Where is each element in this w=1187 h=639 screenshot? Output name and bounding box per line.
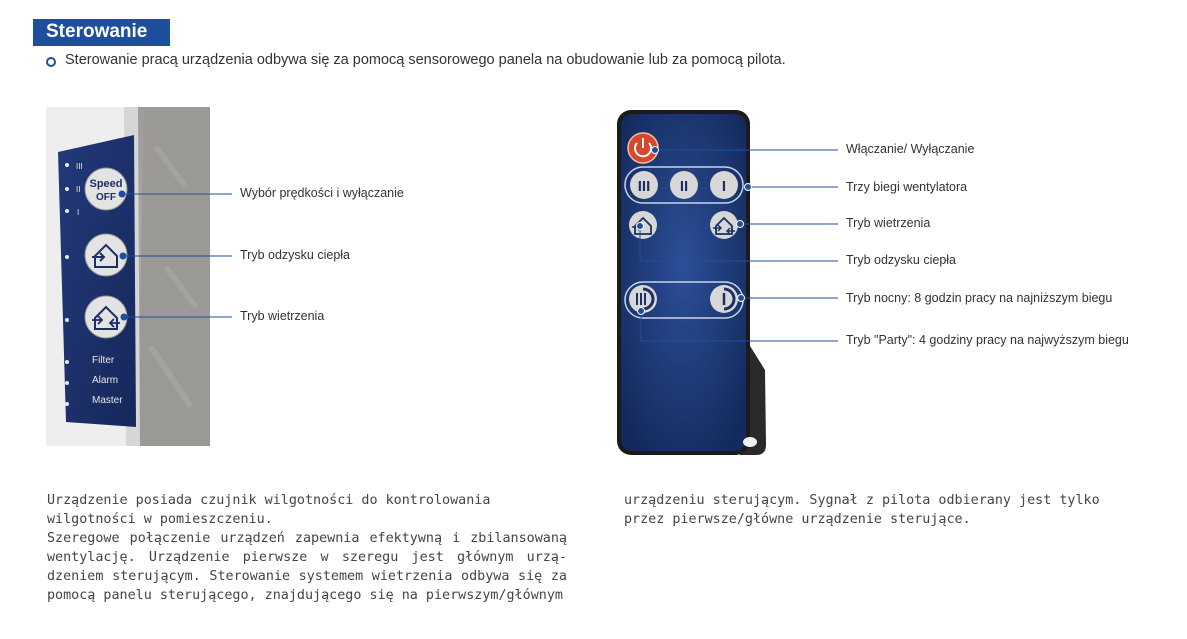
control-panel-photo [46, 107, 210, 446]
callout-night-mode: Tryb nocny: 8 godzin pracy na najniższym biegu [846, 291, 1113, 305]
speed-1-label: I [721, 178, 727, 195]
alarm-status-label: Alarm [92, 375, 119, 386]
body-paragraph-1: Urządzenie posiada czujnik wilgotności do kontrolowania wilgotności w pomieszczeniu. [47, 493, 491, 527]
speed-label: Speed [89, 178, 123, 190]
remote-ventilation-button[interactable] [710, 211, 738, 239]
body-text-right [624, 491, 1144, 529]
section-title: Sterowanie [46, 21, 148, 42]
callout-party-mode: Tryb "Party": 4 godziny pracy na najwyższym biegu [846, 333, 1129, 347]
intro-line [48, 52, 786, 68]
master-status-label: Master [92, 395, 123, 406]
bullet-icon [46, 57, 56, 67]
remote-speed-2-button[interactable] [670, 171, 698, 199]
speed-mark-1: I [77, 208, 80, 217]
remote-heat-recovery-button[interactable] [629, 211, 657, 239]
intro-text: Sterowanie pracą urządzenia odbywa się za pomocą sensorowego panela na obudowanie lub za pomocą pilota. [65, 52, 786, 68]
remote-party-mode-button[interactable] [629, 285, 657, 313]
speed-3-label: III [637, 178, 651, 195]
speed-mark-3: III [76, 162, 83, 171]
callout-heat-recovery-panel: Tryb odzysku ciepła [240, 248, 350, 262]
remote-speed-1-button[interactable] [710, 171, 738, 199]
callout-speed-off: Wybór prędkości i wyłączanie [240, 186, 404, 200]
speed-2-label: II [679, 178, 689, 195]
callout-ventilation-panel: Tryb wietrzenia [240, 309, 325, 323]
remote-control-image [600, 100, 780, 465]
body-paragraph-2: Szeregowe połączenie urządzeń zapewnia efektywną i zbilansowaną wentylację. Urządzenie pierwsze w szeregu jest głównym urzą-dzeniem sterującym. Sterowanie systemem wietrzenia odbywa się za pomocą panelu sterującego, znajdującego się na pierwszym/głównym [47, 531, 567, 603]
remote-power-button[interactable] [628, 133, 658, 163]
filter-status-label: Filter [92, 355, 115, 366]
off-label: OFF [96, 192, 116, 203]
ventilation-button[interactable] [85, 296, 127, 338]
callout-three-speeds: Trzy biegi wentylatora [846, 180, 968, 194]
body-paragraph-3: urządzeniu sterującym. Sygnał z pilota odbierany jest tylko przez pierwsze/główne urządzenie sterujące. [624, 493, 1100, 527]
section-title-badge [33, 19, 170, 46]
speed-off-button[interactable] [85, 168, 127, 210]
speed-mark-2: II [76, 185, 81, 194]
callout-heat-recovery-remote: Tryb odzysku ciepła [846, 253, 956, 267]
remote-night-mode-button[interactable] [710, 285, 738, 313]
remote-speed-3-button[interactable] [630, 171, 658, 199]
callout-power: Włączanie/ Wyłączanie [846, 142, 975, 156]
callout-ventilation-remote: Tryb wietrzenia [846, 216, 931, 230]
heat-recovery-button[interactable] [85, 234, 127, 276]
body-text-left [47, 491, 567, 605]
